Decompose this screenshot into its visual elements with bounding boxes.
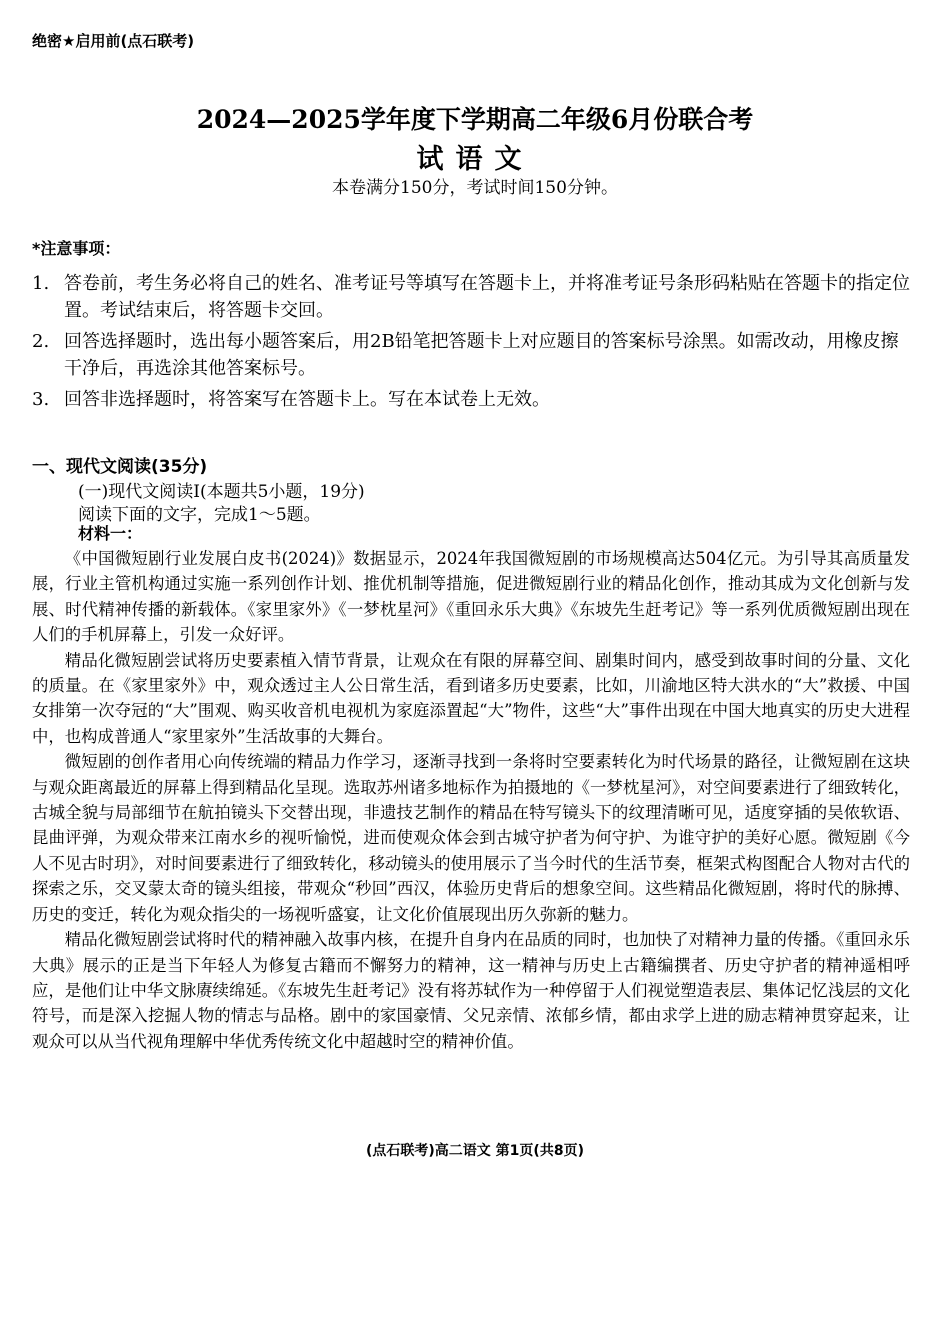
subsection-title: (一)现代文阅读Ⅰ(本题共5小题，19分) <box>78 482 365 502</box>
paragraph: 微短剧的创作者用心向传统端的精品力作学习，逐渐寻找到一条将时空要素转化为时代场景的路径，让微短剧在这块与观众距离最近的屏幕上得到精品化呈现。选取苏州诸多地标作为拍摄地的《一梦枕星河》，对空间要素进行了细致转化，古城全貌与局部细节在航拍镜头下交替出现，非遗技艺制作的精品在特写镜头下的纹理清晰可见，适度穿插的吴侬软语、昆曲评弹，为观众带来江南水乡的视听愉悦，进而使观众体会到古城守护者为何守护、为谁守护的美好心愿。微短剧《今人不见古时玥》，对时间要素进行了细致转化，移动镜头的使用展示了当今时代的生活节奏，框架式构图配合人物对古代的探索之乐，交叉蒙太奇的镜头组接，带观众“秒回”西汉，体验历史背后的想象空间。这些精品化微短剧，将时代的脉搏、历史的变迁，转化为观众指尖的一场视听盛宴，让文化价值展现出历久弥新的魅力。 <box>32 752 910 924</box>
reading-instruction: 阅读下面的文字，完成1～5题。 <box>78 505 321 525</box>
exam-title: 2024—2025学年度下学期高二年级6月份联合考 <box>196 105 754 134</box>
notice-text: 回答非选择题时，将答案写在答题卡上。写在本试卷上无效。 <box>64 389 550 410</box>
paragraph: 精品化微短剧尝试将历史要素植入情节背景，让观众在有限的屏幕空间、剧集时间内，感受到故事时间的分量、文化的质量。在《家里家外》中，观众透过主人公日常生活，看到诸多历史要素，比如，川渝地区特大洪水的“大”救援、中国女排第一次夺冠的“大”围观、购买收音机电视机为家庭添置起“大”物件，这些“大”事件出现在中国大地真实的历史大进程中，也构成普通人“家里家外”生活故事的大舞台。 <box>32 650 910 746</box>
notice-item <box>32 386 912 413</box>
exam-meta: 本卷满分150分，考试时间150分钟。 <box>332 178 618 198</box>
notice-number: 2. <box>32 331 50 352</box>
page-footer: (点石联考)高二语文 第1页(共8页) <box>366 1143 584 1159</box>
paragraph: 《中国微短剧行业发展白皮书(2024)》数据显示，2024年我国微短剧的市场规模高达504亿元。为引导其高质量发展，行业主管机构通过实施一系列创作计划、推优机制等措施，促进微短剧行业的精品化创作，推动其成为文化创新与发展、时代精神传播的新载体。《家里家外》《一梦枕星河》《重回永乐大典》《东坡先生赶考记》等一系列优质微短剧出现在人们的手机屏幕上，引发一众好评。 <box>32 549 910 645</box>
confidential-label: 绝密★启用前(点石联考) <box>32 32 195 50</box>
passage-body <box>32 546 910 1054</box>
notice-number: 3. <box>32 389 50 410</box>
notice-number: 1. <box>32 273 50 294</box>
notice-item <box>32 270 912 324</box>
material-label: 材料一： <box>78 524 143 543</box>
notice-text: 回答选择题时，选出每小题答案后，用2B铅笔把答题卡上对应题目的答案标号涂黑。如需改动，用橡皮擦干净后，再选涂其他答案标号。 <box>64 331 899 379</box>
section-title: 一、现代文阅读(35分) <box>32 457 208 477</box>
notice-text: 答卷前，考生务必将自己的姓名、准考证号等填写在答题卡上，并将准考证号条形码粘贴在答题卡的指定位置。考试结束后，将答题卡交回。 <box>64 273 910 321</box>
paragraph: 精品化微短剧尝试将时代的精神融入故事内核，在提升自身内在品质的同时，也加快了对精神力量的传播。《重回永乐大典》展示的正是当下年轻人为修复古籍而不懈努力的精神，这一精神与历史上古籍编撰者、历史守护者的精神遥相呼应，是他们让中华文脉赓续绵延。《东坡先生赶考记》没有将苏轼作为一种停留于人们视觉塑造表层、集体记忆浅层的文化符号，而是深入挖掘人物的情志与品格。剧中的家国豪情、父兄亲情、浓郁乡情，都由求学上进的励志精神贯穿起来，让观众可以从当代视角理解中华优秀传统文化中超越时空的精神价值。 <box>32 930 910 1051</box>
subject-title: 试语文 <box>416 144 534 175</box>
notice-heading: *注意事项： <box>32 239 121 258</box>
notice-item <box>32 328 912 382</box>
